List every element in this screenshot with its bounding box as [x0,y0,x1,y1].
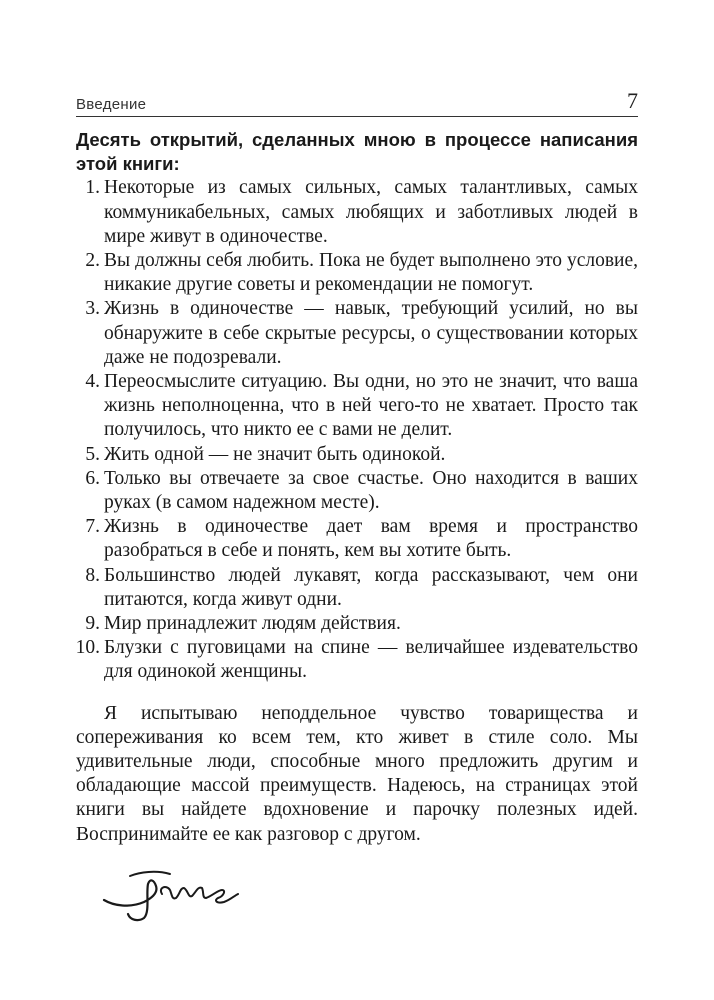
page-body [76,128,638,847]
item-number: 1. [85,177,100,199]
discoveries-list [76,176,638,684]
item-number: 4. [85,371,100,393]
item-number: 9. [85,613,100,635]
list-item [76,564,638,612]
item-text: Жизнь в одиночестве — навык, требующий усилий, но вы обнаружите в себе скрытые ресурсы, о существовании которых даже не подозревали. [104,298,638,368]
item-number: 10. [75,637,100,659]
item-text: Жить одной — не значит быть одинокой. [104,443,446,465]
item-number: 8. [85,564,100,586]
item-number: 6. [85,467,100,489]
closing-paragraph: Я испытываю неподдельное чувство товарищества и сопереживания ко всем тем, кто живет в стиле соло. Мы удивительные люди, способные много предложить другим и обладающие массой преимуществ. Надеюсь, на страницах этой книги вы найдете вдохновение и парочку полезных идей. Воспринимайте ее как разговор с другом. [76,702,638,845]
item-text: Блузки с пуговицами на спине — величайшее издевательство для одинокой женщины. [104,637,638,683]
item-number: 2. [85,250,100,272]
item-number: 7. [85,516,100,538]
list-heading: Десять открытий, сделанных мною в процессе написания этой книги: [76,129,638,175]
list-item [76,612,638,636]
item-text: Вы должны себя любить. Пока не будет выполнено это условие, никакие другие советы и рекомендации не помогут. [104,250,638,296]
list-item [76,443,638,467]
item-text: Большинство людей лукавят, когда рассказывают, чем они питаются, когда живут одни. [104,564,638,610]
signature-image [100,862,240,922]
list-item [76,636,638,684]
item-text: Жизнь в одиночестве дает вам время и пространство разобраться в себе и понять, кем вы хотите быть. [104,516,638,562]
list-item [76,176,638,249]
item-text: Переосмыслите ситуацию. Вы одни, но это не значит, что ваша жизнь неполноценна, что в ней чего-то не хватает. Просто так получилось, что никто ее с вами не делит. [104,371,638,441]
section-title: Введение [76,96,147,113]
list-item [76,249,638,297]
list-item [76,297,638,370]
item-text: Мир принадлежит людям действия. [104,613,401,635]
page-number: 7 [627,88,638,113]
list-item [76,370,638,443]
list-item [76,467,638,515]
item-text: Только вы отвечаете за свое счастье. Оно находится в ваших руках (в самом надежном месте). [104,467,638,514]
item-number: 3. [85,298,100,320]
item-number: 5. [85,443,100,465]
list-item [76,515,638,563]
running-header [76,88,638,117]
item-text: Некоторые из самых сильных, самых талантливых, самых коммуникабельных, самых любящих и заботливых людей в мире живут в одиночестве. [104,177,638,247]
